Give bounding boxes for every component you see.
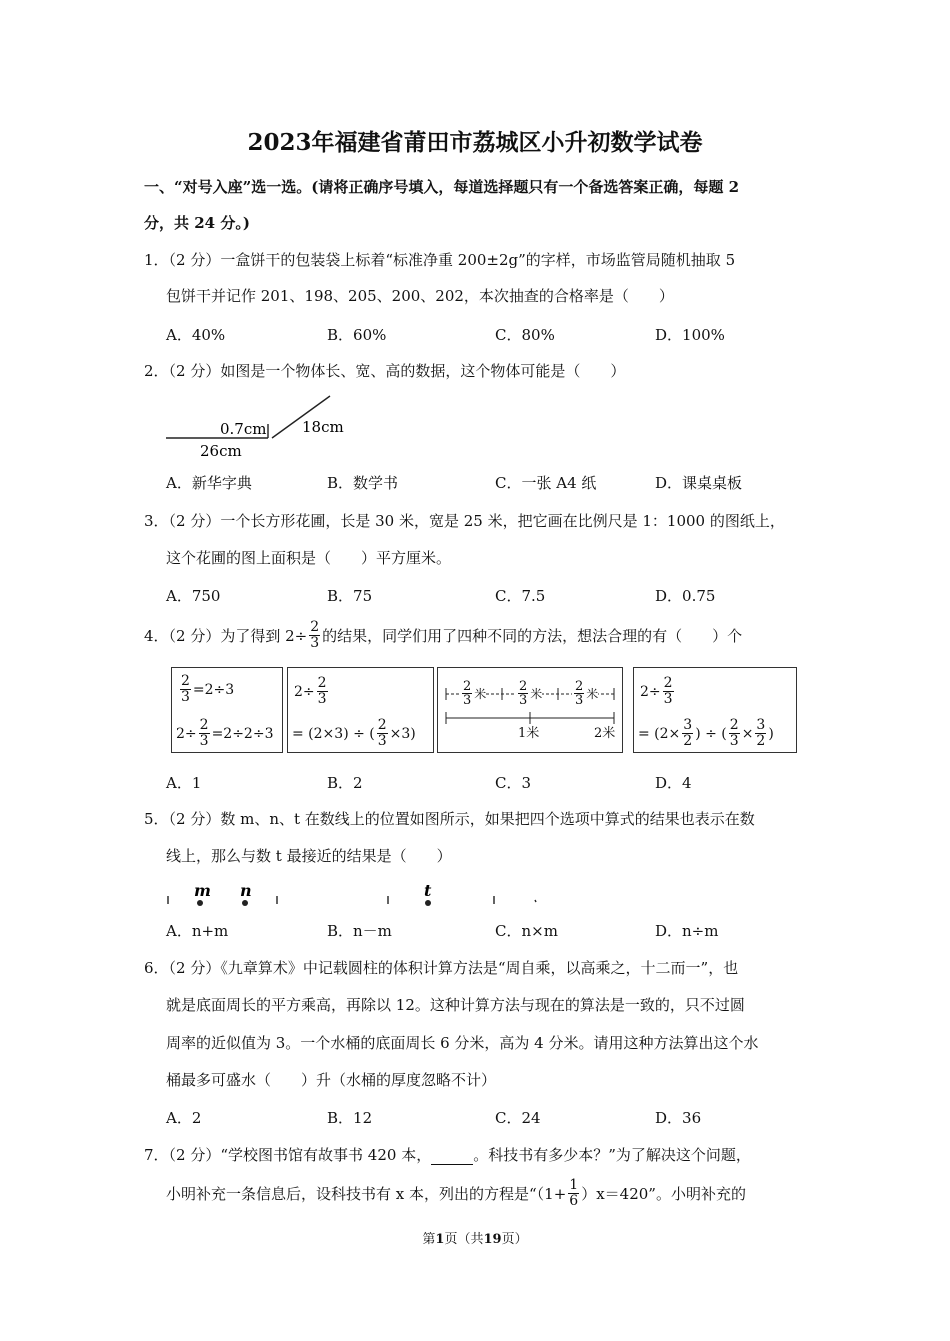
q4-suffix: 的结果，同学们用了四种不同的方法，想法合理的有（ ）个	[322, 627, 743, 645]
question-3-line2: 这个花圃的图上面积是（ ）平方厘米。	[166, 549, 452, 567]
box1-frac-num: 2	[181, 673, 190, 689]
box3-seg1-num: 2	[463, 679, 472, 694]
q4-option-d: D．4	[655, 774, 692, 792]
q5-option-a: A．n+m	[166, 922, 229, 940]
question-7-line1	[144, 1144, 751, 1165]
box1-line2-post: =2÷2÷3	[211, 725, 274, 742]
box4-line2-post: )	[768, 725, 774, 742]
width-label: 18cm	[302, 418, 344, 436]
question-6-line2: 就是底面周长的平方乘高，再除以 12。这种计算方法与现在的算法是一致的，只不过圆	[166, 996, 745, 1014]
box2-frac2-num: 2	[377, 717, 387, 733]
box4-frac4-num: 3	[756, 717, 766, 733]
method-box-4: 2÷ $\frac{2}{3}$ = (2× $\frac{3}{2}$ ) ÷ ( $\frac{2}{3}$ × $\frac{3}{2}$ )	[633, 667, 797, 753]
q3-option-b: B．75	[327, 587, 373, 605]
point-m	[197, 900, 203, 906]
length-label: 26cm	[200, 442, 242, 460]
box3-seg1-unit: 米	[474, 687, 487, 701]
box4-frac3-num: 2	[729, 717, 739, 733]
box3-seg3-unit: 米	[586, 687, 599, 701]
q3-option-a: A．750	[166, 587, 221, 605]
dimension-figure	[160, 388, 360, 463]
box3-mark-2: 2米	[594, 726, 616, 741]
footer-total-pages: 19	[483, 1232, 502, 1247]
box3-seg2-num: 2	[519, 679, 528, 694]
q1-option-c: C．80%	[495, 326, 555, 344]
box4-frac2-den: 2	[683, 733, 693, 749]
question-4-line1	[144, 620, 742, 651]
q7-line2-pre: 小明补充一条信息后，设科技书有 x 本，列出的方程是“（1+	[166, 1185, 567, 1203]
q4-frac-num: 2	[310, 619, 320, 635]
question-5-line1: 5．（2 分）数 m、n、t 在数线上的位置如图所示，如果把四个选项中算式的结果也表示在数	[144, 810, 755, 828]
point-t	[425, 900, 431, 906]
point-n	[242, 900, 248, 906]
q2-option-c: C．一张 A4 纸	[495, 474, 597, 492]
q7-frac-num: 1	[569, 1177, 579, 1193]
box4-line1: 2÷	[640, 683, 661, 700]
q4-option-c: C．3	[495, 774, 532, 792]
question-5-line2: 线上，那么与数 t 最接近的结果是（ ）	[166, 847, 452, 865]
q6-option-b: B．12	[327, 1109, 373, 1127]
question-6-line3: 周率的近似值为 3。一个水桶的底面周长 6 分米，高为 4 分米。请用这种方法算出这个水	[166, 1034, 759, 1052]
q7-line2-post: ）x＝420”。小明补充的	[581, 1185, 746, 1203]
question-1-line2: 包饼干并记作 201、198、205、200、202，本次抽查的合格率是（ ）	[166, 287, 674, 305]
q4-fraction	[309, 620, 320, 651]
page-footer	[0, 1228, 950, 1247]
q6-option-c: C．24	[495, 1109, 541, 1127]
footer-pre: 第	[422, 1232, 436, 1247]
q5-option-b: B．n－m	[327, 922, 392, 940]
q1-option-a: A．40%	[166, 326, 226, 344]
box3-mark-1: 1米	[518, 726, 540, 741]
q4-option-b: B．2	[327, 774, 363, 792]
q4-prefix: 4．（2 分）为了得到 2÷	[144, 627, 308, 645]
height-label: 0.7cm	[220, 420, 267, 438]
q2-option-a: A．新华字典	[166, 474, 252, 492]
q7-blank	[431, 1150, 473, 1165]
q5-option-d: D．n÷m	[655, 922, 719, 940]
q4-option-a: A．1	[166, 774, 202, 792]
q4-frac-den: 3	[310, 635, 320, 651]
q7-line1-pre: 7．（2 分）“学校图书馆有故事书 420 本，	[144, 1146, 432, 1164]
question-1-line1: 1．（2 分）一盒饼干的包装袋上标着“标准净重 200±2g”的字样，市场监管局随机抽取 5	[144, 251, 736, 269]
q3-option-d: D．0.75	[655, 587, 716, 605]
question-6-line4: 桶最多可盛水（ ）升（水桶的厚度忽略不计）	[166, 1071, 497, 1089]
box3-seg3-num: 2	[575, 679, 584, 694]
q6-option-a: A．2	[166, 1109, 202, 1127]
label-m: m	[194, 881, 211, 900]
q1-option-b: B．60%	[327, 326, 387, 344]
box4-frac2-num: 3	[683, 717, 693, 733]
label-n: n	[240, 881, 252, 900]
box2-frac-den: 3	[317, 691, 327, 707]
question-6-line1: 6．（2 分）《九章算术》中记载圆柱的体积计算方法是“周自乘，以高乘之，十二而一”，也	[144, 959, 739, 977]
box3-seg3-den: 3	[575, 693, 584, 708]
box3-seg2-unit: 米	[530, 687, 543, 701]
footer-post: 页）	[501, 1232, 528, 1247]
question-7-line2	[166, 1178, 746, 1209]
q6-option-d: D．36	[655, 1109, 702, 1127]
q7-line1-post: 。科技书有多少本？”为了解决这个问题，	[473, 1146, 751, 1164]
box4-frac4-den: 2	[756, 733, 766, 749]
footer-mid: 页（共	[444, 1232, 484, 1247]
box1-frac2-den: 3	[199, 733, 209, 749]
method-box-3	[437, 667, 623, 753]
section-heading-line2: 分，共 24 分。)	[144, 214, 250, 232]
method-box-1	[171, 667, 283, 753]
question-2-line1: 2．（2 分）如图是一个物体长、宽、高的数据，这个物体可能是（ ）	[144, 362, 626, 380]
box1-line1: =2÷3	[192, 681, 235, 698]
label-t: t	[424, 881, 432, 900]
section-heading-line1: 一、“对号入座”选一选。(请将正确序号填入，每道选择题只有一个备选答案正确，每题 2	[144, 178, 740, 196]
box1-line2-pre: 2÷	[176, 725, 197, 742]
box3-seg1-den: 3	[463, 693, 472, 708]
q5-option-c: C．n×m	[495, 922, 558, 940]
box1-frac2-num: 2	[199, 717, 209, 733]
box2-line2-post: ×3)	[389, 725, 416, 742]
q3-option-c: C．7.5	[495, 587, 546, 605]
box3-seg2-den: 3	[519, 693, 528, 708]
box2-line2-pre: = (2×3) ÷ (	[292, 725, 375, 742]
box4-frac-num: 2	[663, 675, 673, 691]
box4-line2-mid: ) ÷ (	[695, 725, 727, 742]
box2-frac2-den: 3	[377, 733, 387, 749]
page-title: 2023年福建省莆田市荔城区小升初数学试卷	[247, 129, 703, 156]
box4-line2-pre: = (2×	[638, 725, 681, 742]
footer-page-number: 1	[435, 1232, 445, 1247]
box2-frac-num: 2	[317, 675, 327, 691]
method-box-2	[287, 667, 434, 753]
q7-frac-den: 6	[569, 1193, 579, 1209]
q2-option-b: B．数学书	[327, 474, 399, 492]
box4-frac-den: 3	[663, 691, 673, 707]
q2-option-d: D．课桌桌板	[655, 474, 743, 492]
box4-frac3-den: 3	[729, 733, 739, 749]
box1-frac-den: 3	[181, 689, 190, 705]
question-3-line1: 3．（2 分）一个长方形花圃，长是 30 米，宽是 25 米，把它画在比例尺是 1：1000 的图纸上，	[144, 512, 785, 530]
q1-option-d: D．100%	[655, 326, 725, 344]
box2-line1: 2÷	[294, 683, 315, 700]
number-line-figure	[160, 876, 560, 908]
